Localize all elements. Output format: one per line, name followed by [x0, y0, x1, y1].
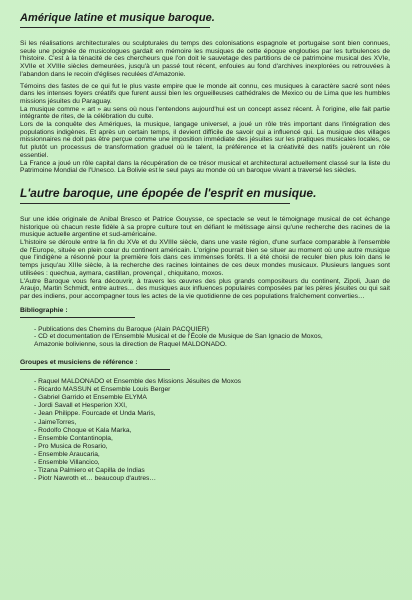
- title-underline: [20, 203, 290, 204]
- groups-heading: Groupes et musiciens de référence :: [20, 359, 138, 367]
- bibliography-list: [20, 326, 390, 349]
- section1-paragraph: Lors de la conquête des Amériques, la musique, langage universel, a joué un rôle très important dans l'intégration des populations indigènes. Et après un certain temps, il devient difficile de savoir qui a influencé qui. La musique des villages missionnaires ne doit pas être perçue comme une imposition immédiate des jésuites sur les pratiques musicales locales, ce fut plutôt un processus de transformation graduel où le talent, la préférence et la créativité des natifs jouèrent un rôle essentiel.: [20, 121, 390, 159]
- list-item: - Ricardo MASSUN et Ensemble Louis Berger: [34, 386, 171, 394]
- list-item: - Jean Philippe. Fourcade et Unda Maris,: [34, 410, 156, 418]
- list-item: - Piotr Nawroth et… beaucoup d'autres…: [34, 475, 157, 483]
- groups-list: [20, 378, 390, 483]
- list-item: - Jordi Savall et Hesperion XXI,: [34, 402, 127, 410]
- heading-underline: [20, 369, 170, 370]
- list-item: - Raquel MALDONADO et Ensemble des Missions Jésuites de Moxos: [34, 378, 242, 386]
- list-item: - Ensemble Contantinopla,: [34, 434, 113, 442]
- list-item: - JaimeTorres,: [34, 418, 77, 426]
- section2-paragraph: L'histoire se déroule entre la fin du XVe et du XVIIIe siècle, dans une vaste région, d'une surface comparable à l'ensemble de l'Europe, située en plein cœur du continent américain. L'origine pourrait bien se situer au moment où une autre musique que l'indigène a résonné pour la première fois dans ces immenses forêts. Il a été choisi de reculer bien plus loin dans le temps jusqu'au XIIIe siècle, à la recherche des racines lointaines de ces deux mondes musicaux. Plusieurs langues sont utilisées : quechua, aymara, castillan, provençal , chiquitano, moxos.: [20, 239, 390, 277]
- bibliography-heading: Bibliographie :: [20, 306, 68, 314]
- section2-paragraph: Sur une idée originale de Anibal Bresco et Patrice Gouysse, ce spectacle se veut le témoignage musical de cet échange historique où chacun reste fidèle à sa propre culture tout en défiant le métissage ainsi qu'une recherche des racines de la musique actuelle argentine et sud-américaine.: [20, 215, 390, 239]
- section-title-other-baroque: L'autre baroque, une épopée de l'esprit en musique.: [20, 185, 317, 200]
- list-item: - Gabriel Garrido et Ensemble ELYMA: [34, 394, 147, 402]
- section1-paragraph: Témoins des fastes de ce qui fut le plus vaste empire que le monde ait connu, ces musiques à caractère sacré sont nées dans les intenses foyers créatifs que furent aussi bien les orgueilleuses cathédrales de Mexico ou de Lima que les humbles missions jésuites du Paraguay.: [20, 82, 390, 105]
- list-item: Amazonie bolivienne, sous la direction de Raquel MALDONADO.: [34, 341, 227, 349]
- section1-paragraph: La France a joué un rôle capital dans la récupération de ce trésor musical et architectural actuellement classé sur la liste du Patrimoine Mondial de l'Unesco. La Bolivie est le seul pays au monde où un baroque vivant a traversé les siècles.: [20, 159, 390, 175]
- section2-body: [20, 216, 390, 301]
- list-item: - Ensemble Villancico,: [34, 459, 100, 467]
- section1-body: [20, 40, 390, 175]
- section1-paragraph: La musique comme « art » au sens où nous l'entendons aujourd'hui est un concept assez récent. À l'origine, elle fait partie intégrante de rites, de la célébration du culte.: [20, 105, 390, 121]
- list-item: - Rodolfo Choque et Kala Marka,: [34, 426, 132, 434]
- section1-paragraph: Si les réalisations architecturales ou sculpturales du temps des colonisations espagnole et portugaise sont bien connues, seule une poignée de musicologues gardait en mémoire les musiques de cette époque englouties par les turbulences de l'histoire. C'est à la ténacité de ces chercheurs que l'on doit le sauvetage des partitions de ce patrimoine musical des XVIe, XVIIe et XVIIIe siècles demeurées, jusqu'à un passé tout récent, enfouies au fond d'archives inexplorées ou retrouvées à l'abandon dans le recoin d'églises reculées d'Amazonie.: [20, 40, 390, 78]
- section-title-latin-america: Amérique latine et musique baroque.: [20, 12, 215, 24]
- heading-underline: [20, 317, 135, 318]
- list-item: - Tizana Palmiero et Capilla de Indias: [34, 467, 145, 475]
- list-item: - CD et documentation de l'Ensemble Musical et de l'École de Musique de San Ignacio de Moxos,: [34, 333, 323, 341]
- title-underline: [20, 27, 210, 28]
- list-item: - Ensemble Araucaria,: [34, 450, 100, 458]
- list-item: - Pro Musica de Rosario,: [34, 442, 108, 450]
- section2-paragraph: L'Autre Baroque vous fera découvrir, à travers les œuvres des plus grands compositeurs du continent, Zipoli, Juan de Araujo, Martin Schmidt, entre autres… des musiques aux influences populaires composées par les pères jésuites ou qui sait par des indiens, pour accompagner tous les actes de la vie quotidienne de ces populations fraîchement converties…: [20, 277, 390, 300]
- list-item: - Publications des Chemins du Baroque (Alain PACQUIER): [34, 325, 209, 333]
